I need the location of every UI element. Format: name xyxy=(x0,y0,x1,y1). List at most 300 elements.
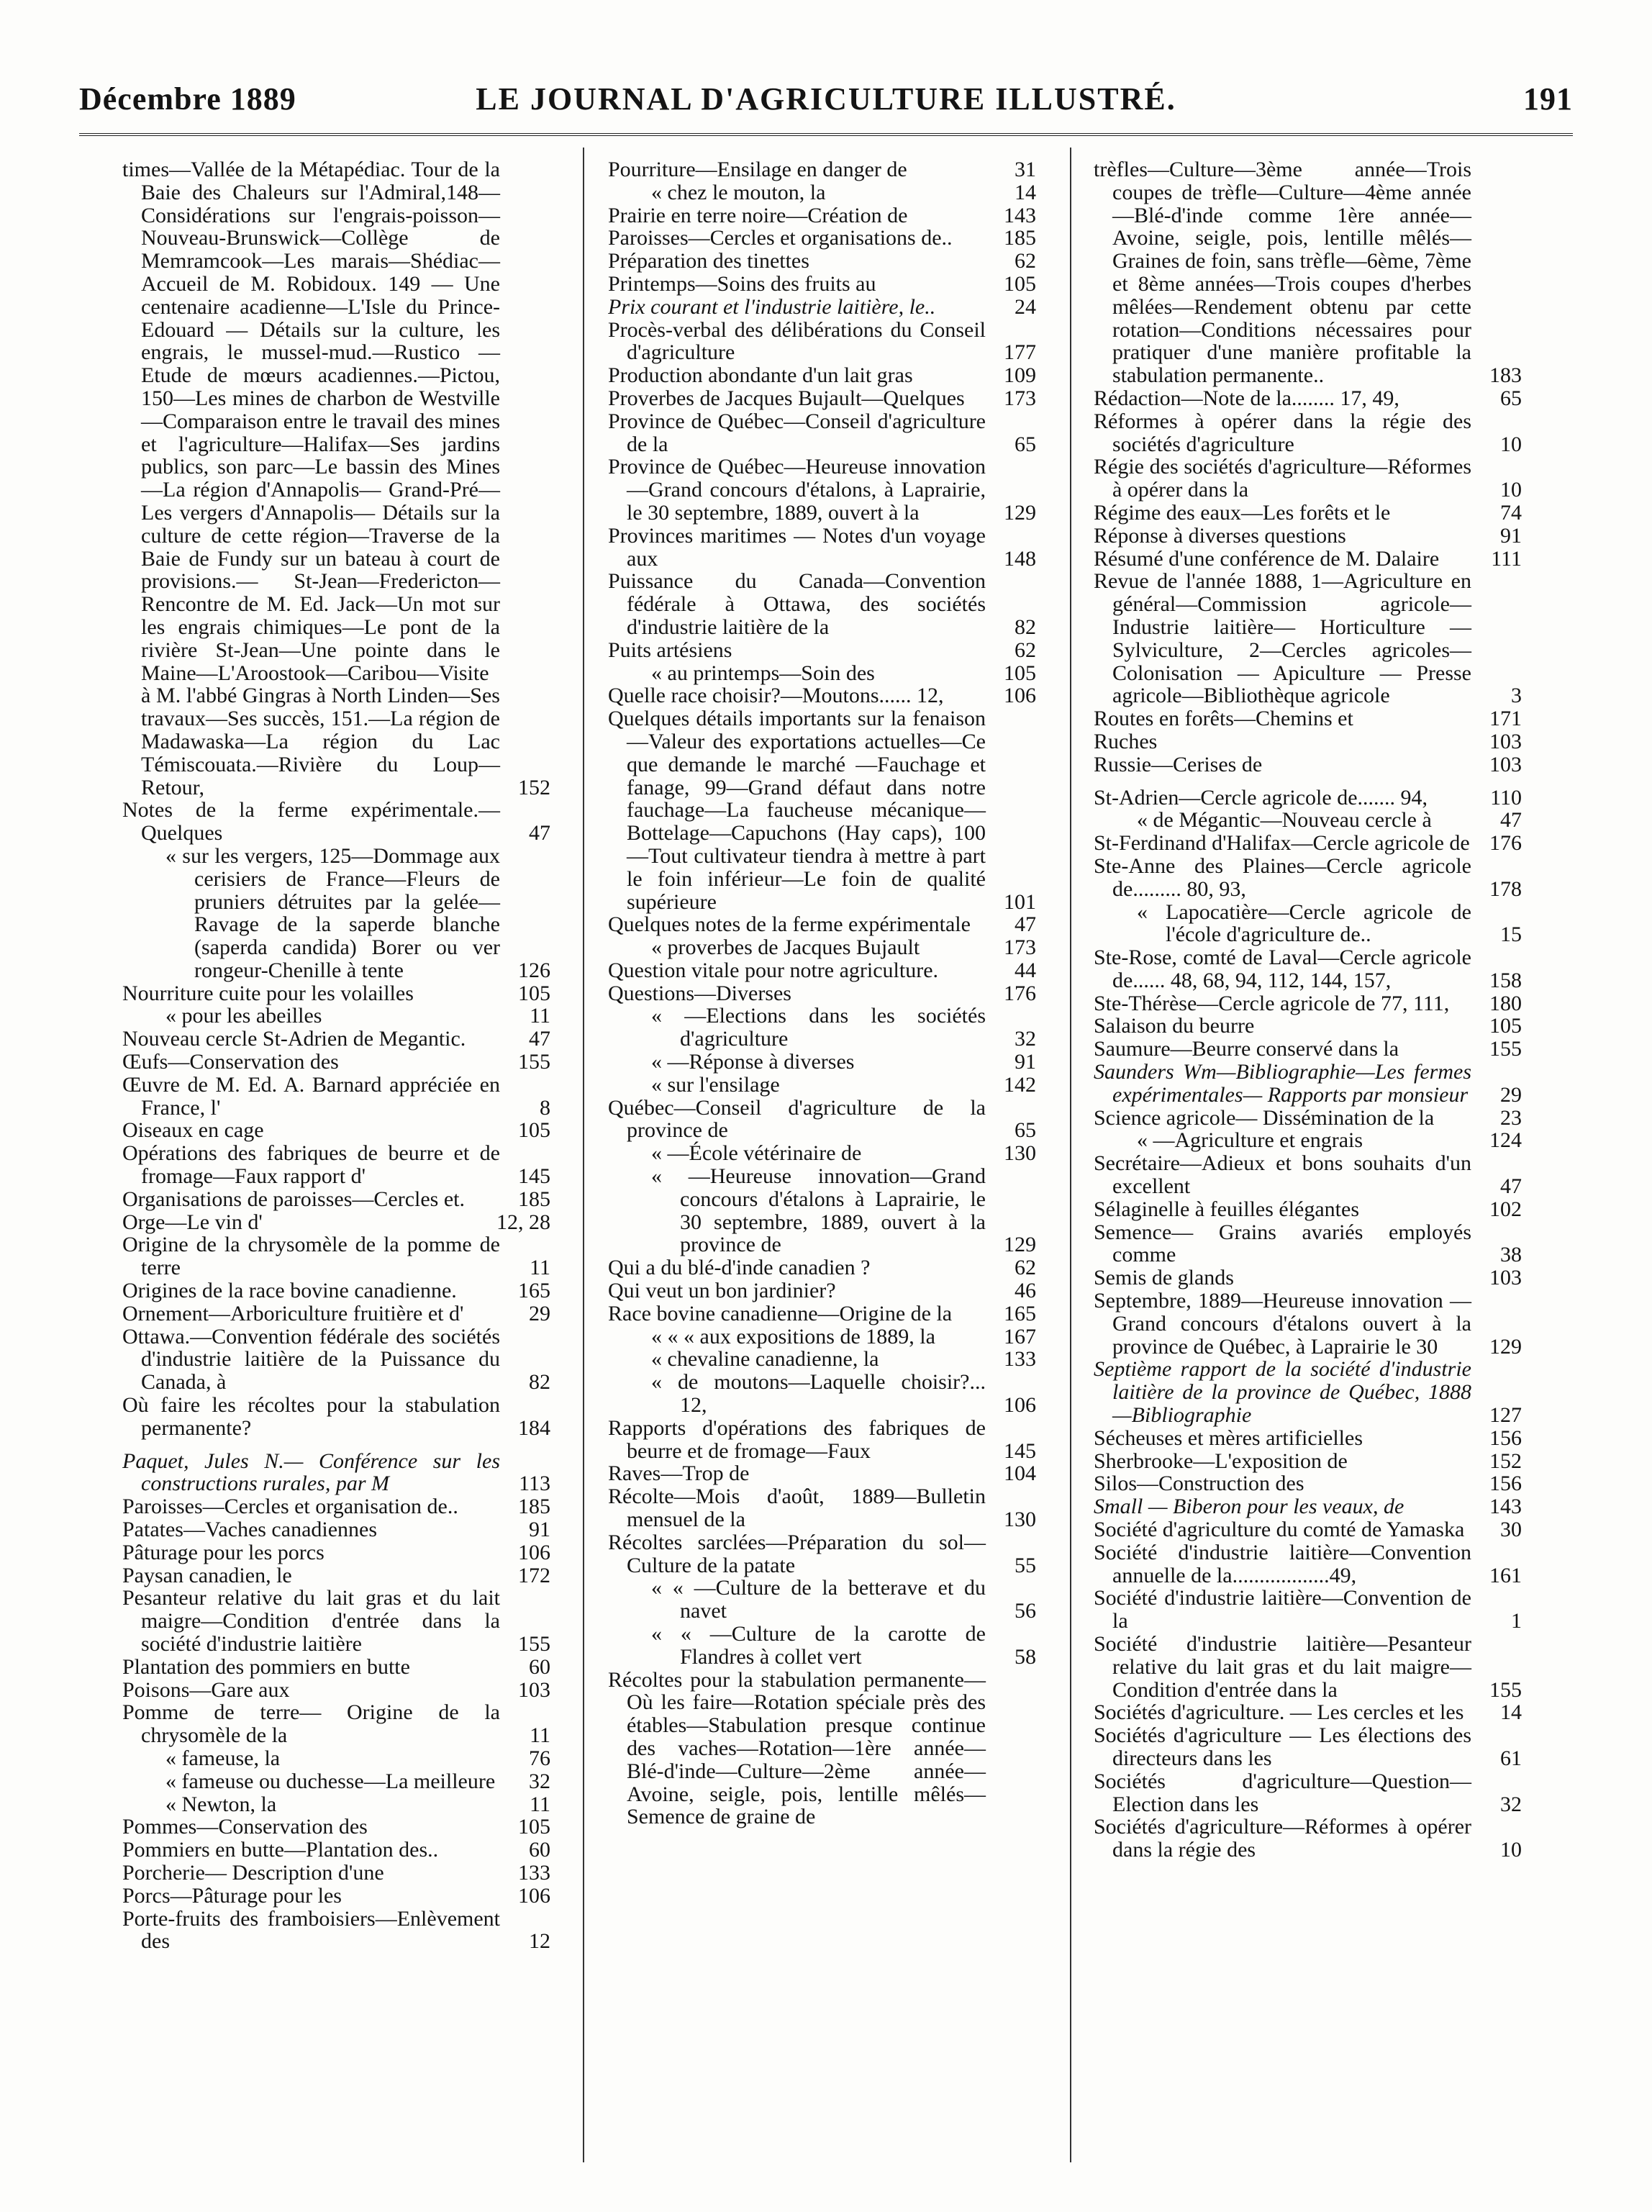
journal-title: LE JOURNAL D'AGRICULTURE ILLUSTRÉ. xyxy=(476,81,1176,117)
index-entry xyxy=(122,845,550,982)
index-entry-text: Origine de la chrysomèle de la pomme de terre xyxy=(122,1233,500,1280)
index-entry-text: Ste-Thérèse—Cercle agricole de 77, 111, xyxy=(1094,991,1450,1015)
column-divider xyxy=(1070,148,1071,2162)
index-entry xyxy=(608,1005,1036,1051)
index-entry-page: 32 xyxy=(1015,1027,1036,1051)
index-entry-page: 110 xyxy=(1490,785,1522,810)
index-entry xyxy=(122,1587,550,1655)
index-entry-page: 143 xyxy=(1004,203,1036,227)
index-entry-page: 103 xyxy=(1489,1266,1522,1290)
index-entry xyxy=(608,158,1036,181)
index-entry-text: Pommes—Conservation des xyxy=(122,1815,368,1839)
index-entry-text: Rapports d'opérations des fabriques de beurre et de fromage—Faux xyxy=(608,1415,986,1463)
index-entry-page: 14 xyxy=(1015,180,1036,204)
index-entry-page: 124 xyxy=(1489,1128,1522,1153)
index-entry-text: times—Vallée de la Métapédiac. Tour de la Baie des Chaleurs sur l'Admiral,148—Considérations sur l'engrais-poisson—Nouveau-Brunswick—Collège de Memramcook—Les marais—Shédiac—Accueil de M. Robidoux. 149 — Une centenaire acadienne—L'Isle du Prince-Edouard — Détails sur la culture, les engrais, le mussel-mud.—Rustico — Etude de mœurs acadiennes.—Pictou, 150—Les mines de charbon de Westville—Comparaison entre le travail des mines et l'agriculture—Halifax—Ses jardins publics, son parc—Le bassin des Mines —La région d'Annapolis— Grand-Pré—Les vergers d'Annapolis— Détails sur la culture de cette région—Traverse de la Baie de Fundy sur un bateau à court de provisions.— St-Jean—Fredericton—Rencontre de M. Ed. Jack—Un mot sur les engrais chimiques—Le pont de la rivière St-Jean—Une pointe dans le Maine—L'Aroostook—Caribou—Visite à M. l'abbé Gingras à North Linden—Ses travaux—Ses succès, 151.—La région de Madawaska—La région du Lac Témiscouata.—Rivière du Loup—Retour, xyxy=(122,158,500,799)
index-entry-page: 177 xyxy=(1004,340,1036,365)
index-entry-text: Septembre, 1889—Heureuse innovation —Grand concours d'étalons ouvert à la province de Québec, à Laprairie le 30 xyxy=(1094,1289,1471,1359)
index-entry xyxy=(608,273,1036,296)
index-entry-text: « sur les vergers, 125—Dommage aux cerisiers de France—Fleurs de pruniers détruites par la gelée—Ravage de la saperde blanche (saperda candida) Borer ou ver rongeur-Chenille à tente xyxy=(165,843,500,982)
index-entry xyxy=(1094,1061,1522,1107)
index-entry-text: Raves—Trop de xyxy=(608,1461,750,1486)
index-entry xyxy=(1094,1198,1522,1221)
index-entry-page: 15 xyxy=(1500,923,1522,947)
index-entry xyxy=(1094,832,1522,855)
index-entry-page: 29 xyxy=(1500,1082,1522,1107)
index-entry-text: Sociétés d'agriculture. — Les cercles et les xyxy=(1094,1700,1464,1725)
index-column-2 xyxy=(608,158,1036,2159)
index-entry-text: « « —Culture de la betterave et du navet xyxy=(651,1576,986,1623)
index-entry xyxy=(122,1816,550,1839)
index-entry xyxy=(1094,570,1522,707)
index-entry-page: 172 xyxy=(518,1563,550,1587)
index-entry xyxy=(122,1279,550,1302)
index-entry-text: Pourriture—Ensilage en danger de xyxy=(608,158,907,181)
index-entry-text: Récolte—Mois d'août, 1889—Bulletin mensuel de la xyxy=(608,1485,986,1532)
header-rule xyxy=(79,133,1573,136)
index-entry-text: Pomme de terre— Origine de la chrysomèle de la xyxy=(122,1700,500,1748)
index-entry xyxy=(122,1679,550,1702)
index-entry xyxy=(122,1074,550,1120)
index-entry xyxy=(608,1577,1036,1623)
index-column-3 xyxy=(1094,158,1522,2159)
index-entry-text: Pommiers en butte—Plantation des.. xyxy=(122,1838,439,1862)
index-entry xyxy=(1094,1724,1522,1770)
index-entry-page: 31 xyxy=(1015,158,1036,181)
index-entry xyxy=(122,1908,550,1954)
index-entry-text: Province de Québec—Conseil d'agriculture de la xyxy=(608,409,986,456)
index-entry-text: Proverbes de Jacques Bujault—Quelques xyxy=(608,386,965,410)
index-entry xyxy=(122,1028,550,1051)
index-entry xyxy=(608,1371,1036,1417)
index-entry xyxy=(1094,787,1522,810)
index-entry-text: Sociétés d'agriculture — Les élections des directeurs dans les xyxy=(1094,1723,1471,1770)
index-entry xyxy=(1094,1289,1522,1358)
index-entry-page: 158 xyxy=(1489,968,1522,992)
index-entry xyxy=(1094,548,1522,571)
index-entry-page: 105 xyxy=(518,981,550,1005)
index-entry xyxy=(1094,1038,1522,1061)
index-entry-text: Science agricole— Dissémination de la xyxy=(1094,1105,1435,1130)
index-entry-text: Paysan canadien, le xyxy=(122,1563,292,1587)
index-entry-text: Résumé d'une conférence de M. Dalaire xyxy=(1094,546,1440,571)
index-entry-text: Orge—Le vin d' xyxy=(122,1210,263,1234)
index-entry-text: Société d'agriculture du comté de Yamaska xyxy=(1094,1518,1465,1542)
index-entry xyxy=(608,1256,1036,1279)
index-entry-page: 165 xyxy=(1004,1301,1036,1325)
index-entry-page: 126 xyxy=(518,958,550,982)
index-entry xyxy=(1094,158,1522,387)
index-entry-page: 152 xyxy=(1489,1449,1522,1473)
index-entry xyxy=(608,1051,1036,1074)
index-entry-page: 38 xyxy=(1500,1243,1522,1267)
index-entry xyxy=(608,1325,1036,1348)
index-entry-page: 10 xyxy=(1500,1838,1522,1862)
index-entry xyxy=(608,1462,1036,1485)
index-entry-text: Opérations des fabriques de beurre et de fromage—Faux rapport d' xyxy=(122,1141,500,1189)
index-entry-page: 109 xyxy=(1004,363,1036,388)
index-entry xyxy=(1094,1816,1522,1862)
index-entry xyxy=(122,1005,550,1028)
index-entry xyxy=(608,570,1036,638)
index-entry-page: 156 xyxy=(1489,1472,1522,1496)
index-entry xyxy=(1094,1495,1522,1518)
index-entry-page: 129 xyxy=(1004,500,1036,525)
index-entry-text: Semis de glands xyxy=(1094,1266,1234,1290)
index-entry-page: 60 xyxy=(529,1654,550,1679)
index-entry-page: 62 xyxy=(1015,638,1036,662)
index-entry-text: « —Réponse à diverses xyxy=(651,1050,855,1074)
index-entry xyxy=(608,1485,1036,1531)
issue-date: Décembre 1889 xyxy=(79,81,296,117)
index-entry-text: Paquet, Jules N.— Conférence sur les constructions rurales, par M xyxy=(122,1449,500,1496)
index-entry-text: Pâturage pour les porcs xyxy=(122,1540,324,1564)
index-entry-text: Société d'industrie laitière—Convention annuelle de la..................49, xyxy=(1094,1540,1471,1587)
index-entry-text: Récoltes sarclées—Préparation du sol—Culture de la patate xyxy=(608,1530,986,1577)
index-entry xyxy=(1094,1450,1522,1473)
index-entry xyxy=(1094,901,1522,947)
index-entry xyxy=(122,1656,550,1679)
index-entry xyxy=(608,525,1036,571)
index-entry xyxy=(1094,1266,1522,1289)
index-entry xyxy=(122,1495,550,1518)
index-entry-text: « proverbes de Jacques Bujault xyxy=(651,935,920,960)
index-entry-page: 14 xyxy=(1500,1700,1522,1725)
index-entry-text: Régie des sociétés d'agriculture—Réformes à opérer dans la xyxy=(1094,455,1471,502)
index-entry xyxy=(122,1394,550,1440)
index-entry-page: 47 xyxy=(1500,808,1522,833)
index-entry xyxy=(1094,1129,1522,1152)
index-entry xyxy=(608,684,1036,707)
index-entry xyxy=(608,1302,1036,1325)
index-entry-text: Semence— Grains avariés employés comme xyxy=(1094,1220,1471,1267)
index-entry-page: 185 xyxy=(518,1495,550,1519)
index-entry-text: Nourriture cuite pour les volailles xyxy=(122,981,414,1005)
index-entry-page: 165 xyxy=(518,1279,550,1303)
index-entry-page: 133 xyxy=(1004,1347,1036,1372)
index-entry-page: 11 xyxy=(530,1256,550,1280)
index-entry-text: Poisons—Gare aux xyxy=(122,1677,290,1702)
index-entry-page: 184 xyxy=(518,1415,550,1440)
index-entry-text: Sélaginelle à feuilles élégantes xyxy=(1094,1197,1360,1221)
index-entry-page: 47 xyxy=(529,821,550,846)
index-entry-page: 155 xyxy=(518,1632,550,1656)
index-entry xyxy=(608,982,1036,1005)
index-entry-page: 65 xyxy=(1500,386,1522,410)
index-entry xyxy=(608,387,1036,410)
index-entry xyxy=(1094,992,1522,1015)
index-entry-text: Saumure—Beurre conservé dans la xyxy=(1094,1037,1399,1061)
index-entry-page: 11 xyxy=(530,1792,550,1816)
index-entry xyxy=(608,1165,1036,1256)
index-entry-page: 103 xyxy=(1489,752,1522,776)
index-entry-page: 106 xyxy=(1004,1393,1036,1418)
index-entry-page: 101 xyxy=(1004,889,1036,914)
index-entry-page: 173 xyxy=(1004,386,1036,410)
index-entry-page: 145 xyxy=(1004,1438,1036,1463)
index-entry-text: « Lapocatière—Cercle agricole de l'école d'agriculture de.. xyxy=(1137,899,1471,947)
index-entry-page: 161 xyxy=(1489,1563,1522,1587)
index-entry-text: Puissance du Canada—Convention fédérale à Ottawa, des sociétés d'industrie laitière de la xyxy=(608,569,986,639)
index-entry xyxy=(122,799,550,845)
index-entry xyxy=(608,1623,1036,1669)
index-entry-text: Plantation des pommiers en butte xyxy=(122,1654,410,1679)
index-entry-text: Russie—Cerises de xyxy=(1094,752,1263,776)
index-entry-text: « « « aux expositions de 1889, la xyxy=(651,1324,935,1348)
index-entry xyxy=(122,1770,550,1793)
index-entry-page: 76 xyxy=(529,1746,550,1770)
index-entry xyxy=(1094,1107,1522,1130)
index-entry-text: Secrétaire—Adieux et bons souhaits d'un excellent xyxy=(1094,1151,1471,1199)
index-entry-text: Qui a du blé-d'inde canadien ? xyxy=(608,1256,871,1280)
page-header xyxy=(79,81,1573,124)
index-entry-text: Sociétés d'agriculture—Question—Election dans les xyxy=(1094,1769,1471,1816)
index-entry xyxy=(122,1564,550,1587)
index-entry-page: 143 xyxy=(1489,1495,1522,1519)
index-entry-page: 148 xyxy=(1004,546,1036,571)
index-entry-text: Routes en forêts—Chemins et xyxy=(1094,707,1353,731)
index-entry xyxy=(1094,1472,1522,1495)
index-entry xyxy=(608,1531,1036,1577)
index-entry-page: 12, 28 xyxy=(496,1210,550,1234)
index-entry-text: « au printemps—Soin des xyxy=(651,661,875,685)
index-entry-text: Question vitale pour notre agriculture. xyxy=(608,958,939,982)
index-entry-page: 111 xyxy=(1491,546,1522,571)
index-entry xyxy=(608,936,1036,959)
index-entry-page: 113 xyxy=(519,1472,550,1496)
index-entry xyxy=(608,662,1036,685)
index-entry xyxy=(608,1279,1036,1302)
index-entry-page: 82 xyxy=(1015,615,1036,639)
index-entry-text: « —École vétérinaire de xyxy=(651,1141,862,1166)
index-entry-text: Silos—Construction des xyxy=(1094,1472,1304,1496)
index-entry xyxy=(608,1097,1036,1143)
index-entry-page: 1 xyxy=(1511,1609,1522,1633)
index-entry-text: « fameuse ou duchesse—La meilleure xyxy=(165,1769,496,1793)
index-entry xyxy=(1094,855,1522,901)
index-entry-page: 91 xyxy=(1015,1050,1036,1074)
index-entry-text: Race bovine canadienne—Origine de la xyxy=(608,1301,953,1325)
index-entry-page: 105 xyxy=(518,1815,550,1839)
index-entry-text: Pesanteur relative du lait gras et du lait maigre—Condition d'entrée dans la société d'industrie laitière xyxy=(122,1586,500,1656)
index-entry xyxy=(122,1701,550,1747)
index-entry-text: Régime des eaux—Les forêts et le xyxy=(1094,500,1391,525)
index-entry-page: 105 xyxy=(518,1118,550,1143)
index-entry-text: Où faire les récoltes pour la stabulation permanente? xyxy=(122,1393,500,1440)
index-entry-text: Œufs—Conservation des xyxy=(122,1050,339,1074)
index-entry xyxy=(1094,1427,1522,1450)
index-entry xyxy=(608,364,1036,387)
index-entry-text: St-Ferdinand d'Halifax—Cercle agricole de xyxy=(1094,831,1470,856)
index-entry-text: Porcs—Pâturage pour les xyxy=(122,1883,342,1908)
index-entry-page: 10 xyxy=(1500,432,1522,456)
index-entry-page: 23 xyxy=(1500,1105,1522,1130)
index-entry-text: Réponse à diverses questions xyxy=(1094,523,1346,548)
index-entry-text: « de Mégantic—Nouveau cercle à xyxy=(1137,808,1432,833)
index-entry-text: « « —Culture de la carotte de Flandres à collet vert xyxy=(651,1622,986,1669)
index-entry-page: 32 xyxy=(1500,1792,1522,1816)
index-entry-page: 105 xyxy=(1489,1014,1522,1038)
index-entry-page: 32 xyxy=(529,1769,550,1793)
index-entry-text: Réformes à opérer dans la régie des sociétés d'agriculture xyxy=(1094,409,1471,456)
index-entry-page: 103 xyxy=(518,1677,550,1702)
index-entry-text: Province de Québec—Heureuse innovation—Grand concours d'étalons, à Laprairie, le 30 septembre, 1889, ouvert à la xyxy=(608,455,986,525)
index-entry xyxy=(122,158,550,799)
index-entry-text: Ste-Rose, comté de Laval—Cercle agricole de...... 48, 68, 94, 112, 144, 157, xyxy=(1094,946,1471,992)
index-entry xyxy=(1094,1221,1522,1267)
index-entry xyxy=(1094,730,1522,753)
index-entry xyxy=(122,1325,550,1394)
index-entry-page: 62 xyxy=(1015,249,1036,273)
index-entry-text: Sociétés d'agriculture—Réformes à opérer dans la régie des xyxy=(1094,1815,1471,1862)
index-entry-text: Quelques détails importants sur la fenaison—Valeur des exportations actuelles—Ce que demande le marché —Fauchage et fanage, 99—Grand défaut dans notre fauchage—La faucheuse mécanique—Bottelage—Capuchons (Hay caps), 100—Tout cultivateur tiendra à mettre à part le foin inférieur—Le foin de qualité supérieure xyxy=(608,707,986,914)
index-entry-page: 156 xyxy=(1489,1425,1522,1450)
index-entry-page: 12 xyxy=(529,1929,550,1954)
index-entry-text: Préparation des tinettes xyxy=(608,249,809,273)
index-entry-text: Sherbrooke—L'exposition de xyxy=(1094,1449,1348,1473)
index-entry-text: Notes de la ferme expérimentale.—Quelques xyxy=(122,798,500,846)
index-entry-page: 176 xyxy=(1004,981,1036,1005)
index-entry-page: 171 xyxy=(1489,707,1522,731)
index-entry-text: Organisations de paroisses—Cercles et. xyxy=(122,1187,466,1211)
index-entry-page: 130 xyxy=(1004,1141,1036,1166)
index-entry-page: 105 xyxy=(1004,271,1036,296)
index-entry-text: Quelques notes de la ferme expérimentale xyxy=(608,912,971,937)
index-entry-page: 61 xyxy=(1500,1746,1522,1770)
index-entry xyxy=(1094,809,1522,832)
index-entry-page: 44 xyxy=(1015,958,1036,982)
index-entry-text: Québec—Conseil d'agriculture de la province de xyxy=(608,1095,986,1143)
index-entry xyxy=(608,319,1036,365)
index-entry-text: Production abondante d'un lait gras xyxy=(608,363,913,388)
index-entry xyxy=(608,959,1036,982)
index-entry-page: 185 xyxy=(518,1187,550,1211)
index-entry-text: Prix courant et l'industrie laitière, le.. xyxy=(608,294,936,319)
index-entry xyxy=(1094,525,1522,548)
index-entry-page: 11 xyxy=(530,1723,550,1748)
index-entry xyxy=(608,1142,1036,1165)
index-entry xyxy=(122,1211,550,1234)
index-entry xyxy=(1094,1358,1522,1426)
index-entry-page: 145 xyxy=(518,1164,550,1189)
index-entry-text: Saunders Wm—Bibliographie—Les fermes expérimentales— Rapports par monsieur xyxy=(1094,1060,1471,1107)
index-entry-page: 47 xyxy=(529,1027,550,1051)
index-entry-text: Provinces maritimes — Notes d'un voyage aux xyxy=(608,523,986,571)
index-entry-text: Printemps—Soins des fruits au xyxy=(608,271,876,296)
index-entry-text: Puits artésiens xyxy=(608,638,732,662)
index-entry-text: Société d'industrie laitière—Convention de la xyxy=(1094,1586,1471,1633)
index-entry-text: Procès-verbal des délibérations du Conseil d'agriculture xyxy=(608,317,986,365)
index-entry xyxy=(1094,707,1522,730)
index-entry xyxy=(1094,1518,1522,1541)
index-entry xyxy=(1094,1152,1522,1198)
index-entry-page: 30 xyxy=(1500,1518,1522,1542)
index-entry-text: Nouveau cercle St-Adrien de Megantic. xyxy=(122,1027,466,1051)
index-entry-text: Récoltes pour la stabulation permanente—Où les faire—Rotation spéciale près des étables—Stabulation presque continue des vaches—Rotation—1ère année—Blé-d'inde—Culture—2ème année—Avoine, seigle, pois, lentille mêlés—Semence de graine de xyxy=(608,1667,986,1829)
index-entry-page: 176 xyxy=(1489,831,1522,856)
index-entry xyxy=(1094,502,1522,525)
index-entry-text: Questions—Diverses xyxy=(608,981,791,1005)
index-entry-page: 65 xyxy=(1015,1118,1036,1143)
index-entry-text: Patates—Vaches canadiennes xyxy=(122,1518,378,1542)
index-entry-page: 129 xyxy=(1489,1334,1522,1359)
index-entry-page: 178 xyxy=(1489,876,1522,901)
index-entry-text: « —Elections dans les sociétés d'agriculture xyxy=(651,1004,986,1051)
index-entry xyxy=(608,1417,1036,1463)
index-entry xyxy=(608,1669,1036,1829)
index-entry xyxy=(1094,1587,1522,1633)
index-entry-text: Salaison du beurre xyxy=(1094,1014,1255,1038)
index-entry-text: Société d'industrie laitière—Pesanteur relative du lait gras et du lait maigre—Condition d'entrée dans la xyxy=(1094,1632,1471,1702)
index-entry-page: 155 xyxy=(518,1050,550,1074)
index-entry-page: 91 xyxy=(1500,523,1522,548)
index-entry xyxy=(608,913,1036,936)
index-entry-page: 106 xyxy=(518,1883,550,1908)
index-entry-page: 3 xyxy=(1511,684,1522,708)
index-entry-text: « Newton, la xyxy=(165,1792,277,1816)
index-entry-text: Ste-Anne des Plaines—Cercle agricole de......... 80, 93, xyxy=(1094,853,1471,901)
index-entry-page: 74 xyxy=(1500,500,1522,525)
index-entry-page: 173 xyxy=(1004,935,1036,960)
index-entry xyxy=(122,1142,550,1188)
index-entry xyxy=(122,1119,550,1142)
index-column-1 xyxy=(122,158,550,2159)
index-entry xyxy=(608,455,1036,524)
index-entry-page: 183 xyxy=(1489,363,1522,388)
index-entry-page: 46 xyxy=(1015,1279,1036,1303)
index-entry xyxy=(122,1747,550,1770)
page-number: 191 xyxy=(1523,81,1573,117)
index-entry xyxy=(122,1233,550,1279)
index-entry xyxy=(608,250,1036,273)
index-entry-text: « —Heureuse innovation—Grand concours d'étalons à Laprairie, le 30 septembre, 1889, ouvert à la province de xyxy=(651,1164,986,1257)
index-entry-page: 91 xyxy=(529,1518,550,1542)
index-entry-text: Prairie en terre noire—Création de xyxy=(608,203,908,227)
index-entry xyxy=(122,1541,550,1564)
index-entry xyxy=(608,707,1036,913)
index-entry-page: 180 xyxy=(1489,991,1522,1015)
index-entry xyxy=(1094,946,1522,992)
index-entry-text: Ornement—Arboriculture fruitière et d' xyxy=(122,1301,464,1325)
index-entry xyxy=(1094,410,1522,456)
index-entry xyxy=(1094,1541,1522,1587)
index-entry xyxy=(1094,387,1522,410)
index-entry xyxy=(122,1862,550,1885)
index-entry-page: 130 xyxy=(1004,1508,1036,1532)
index-entry-text: Paroisses—Cercles et organisation de.. xyxy=(122,1495,458,1519)
index-entry-text: « chevaline canadienne, la xyxy=(651,1347,879,1372)
index-entry xyxy=(608,1348,1036,1371)
index-entry xyxy=(122,1051,550,1074)
index-entry xyxy=(608,639,1036,662)
index-entry-page: 155 xyxy=(1489,1677,1522,1702)
index-entry-page: 65 xyxy=(1015,432,1036,456)
index-entry-page: 47 xyxy=(1500,1174,1522,1199)
index-entry-text: Revue de l'année 1888, 1—Agriculture en général—Commission agricole—Industrie laitière— Horticulture — Sylviculture, 2—Cercles agricoles—Colonisation — Apiculture — Presse agricole—Bibliothèque agricole xyxy=(1094,569,1471,708)
index-entry-page: 24 xyxy=(1015,294,1036,319)
index-entry-text: Sécheuses et mères artificielles xyxy=(1094,1425,1363,1450)
index-entry xyxy=(122,1518,550,1541)
index-entry-text: « —Agriculture et engrais xyxy=(1137,1128,1363,1153)
column-divider xyxy=(583,148,584,2162)
index-entry xyxy=(1094,1015,1522,1038)
index-entry-text: Oiseaux en cage xyxy=(122,1118,264,1143)
index-entry-page: 82 xyxy=(529,1370,550,1395)
index-entry-page: 102 xyxy=(1489,1197,1522,1221)
index-entry-text: trèfles—Culture—3ème année—Trois coupes de trèfle—Culture—4ème année—Blé-d'inde comme 1ère année—Avoine, seigle, pois, lentille mêlés—Graines de foin, sans trèfle—6ème, 7ème et 8ème années—Trois coupes d'herbes mêlées—Rendement obtenu par cette rotation—Conditions nécessaires pour pratiquer d'une manière profitable la stabulation permanente.. xyxy=(1094,158,1471,388)
index-entry-page: 142 xyxy=(1004,1072,1036,1097)
index-entry-page: 8 xyxy=(540,1095,550,1120)
